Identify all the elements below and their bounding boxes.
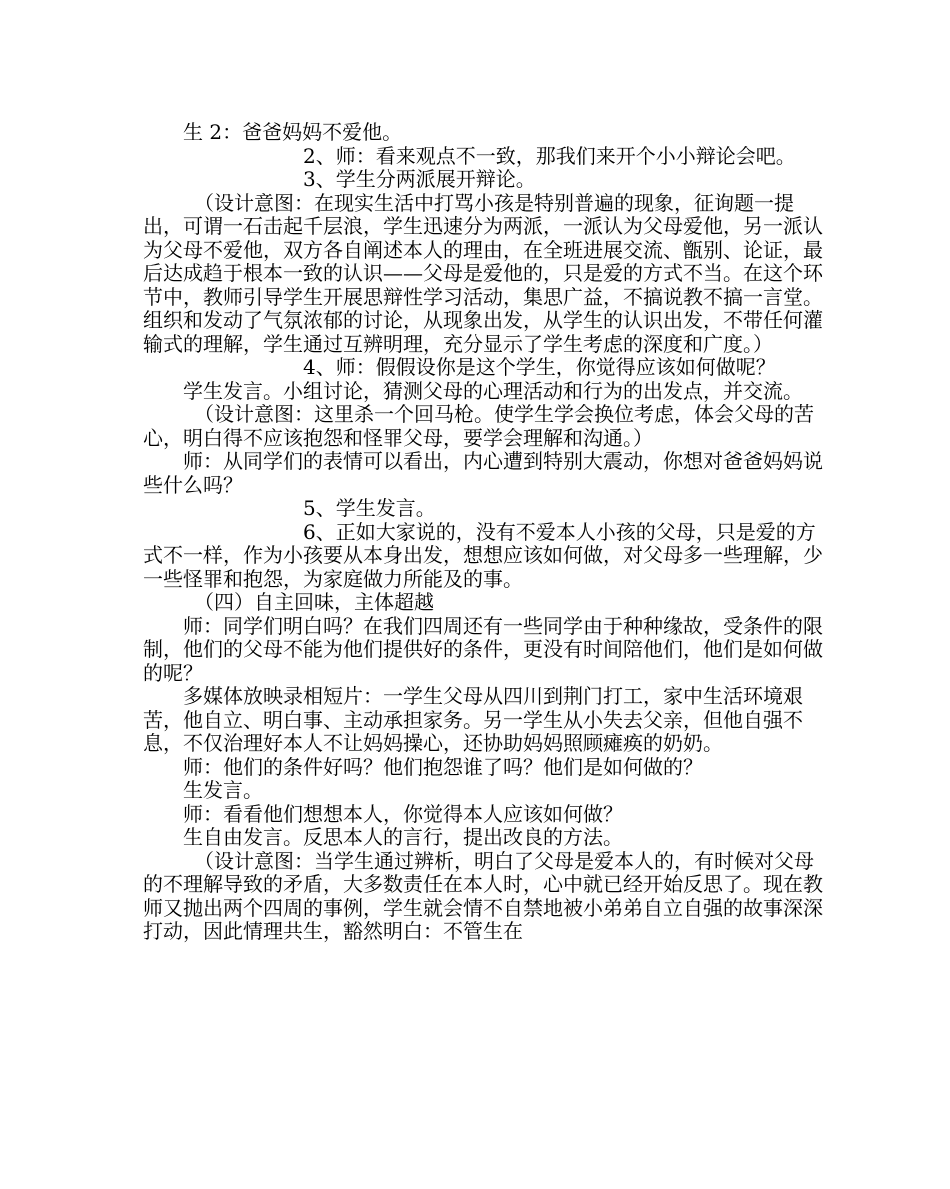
paragraph: 师：从同学们的表情可以看出，内心遭到特别大震动，你想对爸爸妈妈说些什么吗？ <box>143 449 823 497</box>
paragraph: 5、学生发言。 <box>303 496 436 520</box>
paragraph: 多媒体放映录相短片：一学生父母从四川到荆门打工，家中生活环境艰苦，他自立、明白事、主动承担家务。另一学生从小失去父亲，但他自强不息，不仅治理好本人不让妈妈操心，还协助妈妈照顾瘫痪的奶奶。 <box>143 684 803 755</box>
paragraph: 学生发言。小组讨论，猜测父母的心理活动和行为的出发点，并交流。 <box>183 378 803 403</box>
paragraph: （设计意图：这里杀一个回马枪。使学生学会换位考虑，体会父母的苦心，明白得不应该抱怨和怪罪父母，要学会理解和沟通。） <box>143 402 814 450</box>
document-body <box>143 121 830 944</box>
paragraph: 师：他们的条件好吗？他们抱怨谁了吗？他们是如何做的？ <box>183 754 703 779</box>
paragraph: 4、师：假假设你是这个学生，你觉得应该如何做呢？ <box>303 355 776 379</box>
paragraph: 3、学生分两派展开辩论。 <box>303 167 536 191</box>
paragraph: 生 2：爸爸妈妈不爱他。 <box>183 120 403 144</box>
paragraph: 生发言。 <box>183 778 263 802</box>
paragraph: 6、正如大家说的，没有不爱本人小孩的父母，只是爱的方式不一样，作为小孩要从本身出发，想想应该如何做，对父母多一些理解，少一些怪罪和抱怨，为家庭做力所能及的事。 <box>143 519 823 591</box>
paragraph: 师：看看他们想想本人，你觉得本人应该如何做？ <box>183 801 623 826</box>
paragraph: （设计意图：在现实生活中打骂小孩是特别普遍的现象，征询题一提出，可谓一石击起千层浪，学生迅速分为两派，一派认为父母爱他，另一派认为父母不爱他，双方各自阐述本人的理由，在全班进展交流、甑别、论证，最后达成趋于根本一致的认识——父母是爱他的，只是爱的方式不当。在这个环节中，教师引导学生开展思辩性学习活动，集思广益，不搞说教不搞一言堂。组织和发动了气氛浓郁的讨论，从现象出发，从学生的认识出发，不带任何灌输式的理解，学生通过互辨明理，充分显示了学生考虑的深度和广度。） <box>143 190 823 356</box>
paragraph: 2、师：看来观点不一致，那我们来开个小小辩论会吧。 <box>303 143 796 168</box>
paragraph: 生自由发言。反思本人的言行，提出改良的方法。 <box>183 825 623 849</box>
paragraph: 师：同学们明白吗？在我们四周还有一些同学由于种种缘故，受条件的限制，他们的父母不能为他们提供好的条件，更没有时间陪他们，他们是如何做的呢？ <box>143 613 823 685</box>
paragraph: （四）自主回味，主体超越 <box>194 590 434 614</box>
paragraph: （设计意图：当学生通过辨析，明白了父母是爱本人的，有时候对父母的不理解导致的矛盾，大多数责任在本人时，心中就已经开始反思了。现在教师又抛出两个四周的事例，学生就会情不自禁地被小弟弟自立自强的故事深深打动，因此情理共生，豁然明白：不管生在 <box>143 848 823 943</box>
